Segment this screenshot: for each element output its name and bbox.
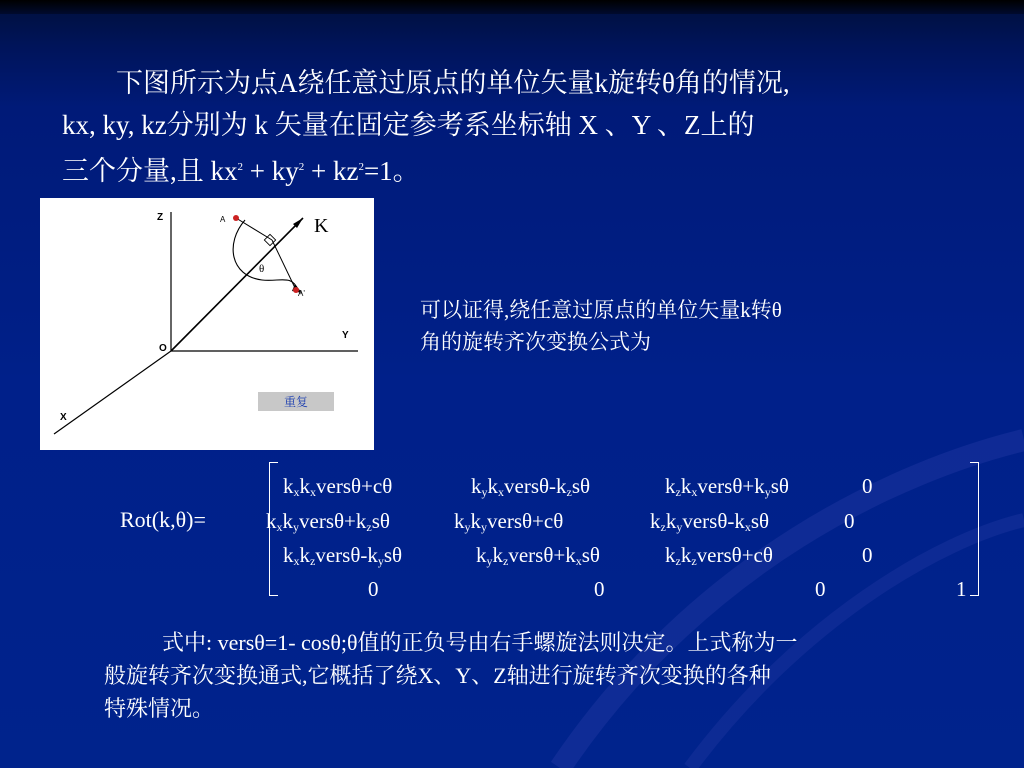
matrix-cell-r1c4: 0 xyxy=(862,474,873,498)
matrix-cell-r2c1: $k_xk_yvers\theta+k_zs\theta$ xyxy=(266,509,390,534)
intro-line-3: 三个分量,且 $kx^2 + ky^2 + kz^2=1$。 xyxy=(62,156,420,186)
intro-line-1: 下图所示为点A绕任意过原点的单位矢量k旋转θ角的情况, xyxy=(116,68,790,98)
replay-button-label[interactable]: 重复 xyxy=(283,395,309,409)
proof-line-2: 角的旋转齐次变换公式为 xyxy=(420,330,651,354)
label-a-prime: A' xyxy=(298,289,305,298)
label-origin: O xyxy=(159,343,167,354)
intro-line-2: kx, ky, kz分别为 k 矢量在固定参考系坐标轴 X 、Y 、Z上的 xyxy=(62,110,755,140)
label-k: K xyxy=(314,215,329,237)
label-x: X xyxy=(60,412,67,423)
k-vector xyxy=(171,218,303,351)
intro-paragraph xyxy=(62,62,982,192)
matrix-right-bracket xyxy=(970,462,979,596)
matrix-cell-r2c3: $k_zk_yvers\theta-k_xs\theta$ xyxy=(650,509,770,534)
matrix-cell-r1c3: $k_zk_xvers\theta+k_ys\theta$ xyxy=(665,474,789,499)
matrix-cell-r3c4: 0 xyxy=(862,543,873,567)
radius-a2 xyxy=(272,240,296,290)
point-a xyxy=(233,215,239,221)
matrix-cell-r1c2: $k_yk_xvers\theta-k_zs\theta$ xyxy=(471,474,591,499)
matrix-cell-r3c3: $k_zk_zvers\theta+c\theta$ xyxy=(665,543,773,568)
matrix-cell-r1c1: $k_xk_xvers\theta+c\theta$ xyxy=(283,474,393,499)
matrix-cell-r3c2: $k_yk_zvers\theta+k_xs\theta$ xyxy=(476,543,600,568)
matrix-cell-r3c1: $k_xk_zvers\theta-k_ys\theta$ xyxy=(283,543,403,568)
radius-a xyxy=(236,218,272,240)
note-line-1: 式中: versθ=1- cosθ;θ值的正负号由右手螺旋法则决定。上式称为一 xyxy=(162,630,798,655)
label-theta: θ xyxy=(259,263,265,275)
label-y: Y xyxy=(342,330,349,341)
proof-line-1: 可以证得,绕任意过原点的单位矢量k转θ xyxy=(420,298,782,322)
label-z: Z xyxy=(157,212,164,223)
matrix-label: Rot(k,θ)= xyxy=(120,507,206,532)
matrix-cell-r4c2: 0 xyxy=(594,577,605,601)
x-axis xyxy=(54,351,171,434)
label-a: A xyxy=(220,215,226,224)
matrix-cell-r4c4: 1 xyxy=(956,577,967,601)
matrix-cell-r2c4: 0 xyxy=(844,509,855,533)
rotation-figure xyxy=(40,198,374,450)
rotation-diagram xyxy=(40,198,374,450)
top-band xyxy=(0,0,1024,14)
note-line-3: 特殊情况。 xyxy=(104,696,215,721)
proof-statement xyxy=(420,294,940,358)
matrix-cell-r2c2: $k_yk_yvers\theta+c\theta$ xyxy=(454,509,564,534)
matrix-cell-r4c1: 0 xyxy=(368,577,379,601)
note-line-2: 般旋转齐次变换通式,它概括了绕X、Y、Z轴进行旋转齐次变换的各种 xyxy=(104,663,771,688)
matrix-cell-r4c3: 0 xyxy=(815,577,826,601)
note-paragraph xyxy=(104,626,994,725)
